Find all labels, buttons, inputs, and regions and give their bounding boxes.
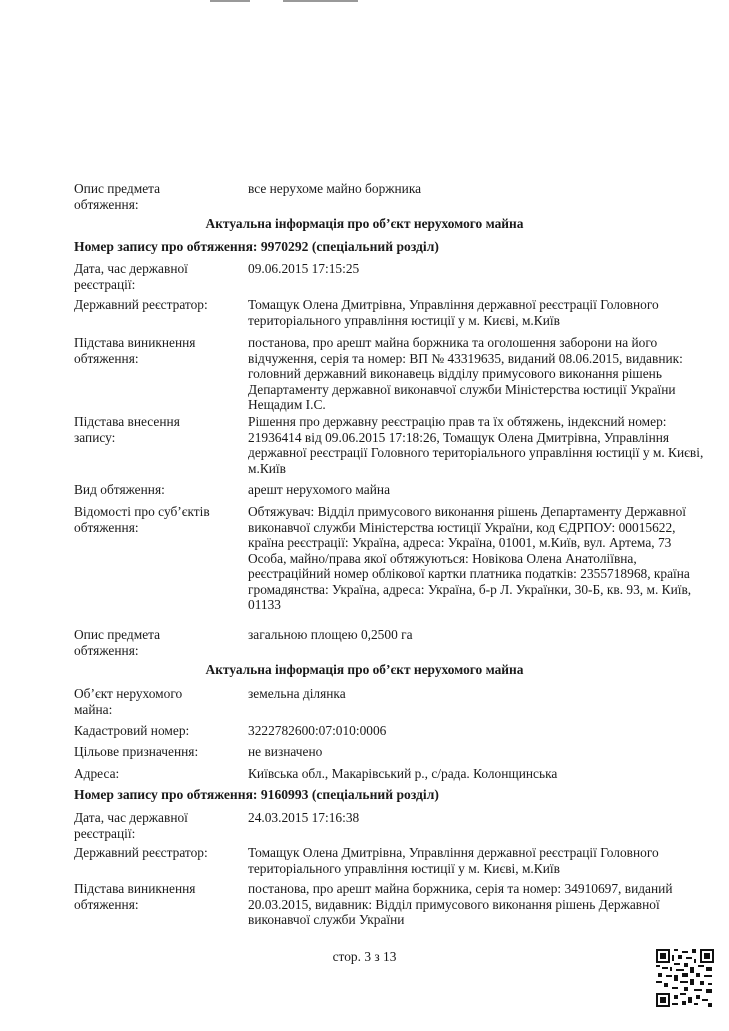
field-value: постанова, про арешт майна боржника та оголошення заборони на його відчуження, серія та номер: ВП № 43319635, виданий 08.06.2015, видавник: головний державний виконавець відділу примусового виконання рішень Департаменту державної виконавчої служби Міністерства юстиції України Нещадим І.С. [248, 335, 683, 412]
field-label: Цільове призначення: [74, 744, 199, 759]
field-label: Державний реєстратор: [74, 297, 208, 312]
encumbrancer-info: Обтяжувач: Відділ примусового виконання рішень Департаменту Державної виконавчої служби Міністерства юстиції України, код ЄДРПОУ: 00015622, країна реєстрації: Україна, адреса: Україна, 01001, м.Київ, вул. Артема, 73 [248, 504, 687, 550]
field-label: Підстава виникнення обтяження: [74, 335, 196, 366]
encumbered-person-info: Особа, майно/права якої обтяжуються: Новікова Олена Анатоліївна, реєстраційний номер облікової картки платника податків: 2355718968, країна громадянства: Україна, адреса: Україна, б-р Л. Українки, 30-Б, кв. 93, м. Київ, 01133 [248, 550, 692, 612]
field-value: 24.03.2015 17:16:38 [248, 810, 360, 825]
page-number: стор. 3 з 13 [332, 949, 397, 964]
field-label: Кадастровий номер: [74, 723, 190, 738]
field-value: все нерухоме майно боржника [248, 181, 422, 196]
scan-artifact [210, 0, 250, 2]
field-label: Адреса: [74, 766, 120, 781]
section-header: Актуальна інформація про об’єкт нерухомого майна [205, 662, 524, 677]
scan-artifact [283, 0, 358, 2]
field-label: Відомості про суб’єктів обтяження: [74, 504, 210, 535]
field-label: Підстава внесення запису: [74, 414, 180, 445]
field-value: загальною площею 0,2500 га [248, 627, 413, 642]
qr-code [656, 949, 714, 1007]
field-label: Опис предмета обтяження: [74, 181, 161, 212]
field-label: Дата, час державної реєстрації: [74, 810, 188, 841]
field-label: Вид обтяження: [74, 482, 165, 497]
field-value: не визначено [248, 744, 323, 759]
field-value: Томащук Олена Дмитрівна, Управління державної реєстрації Головного територіального управління юстиції у м. Києві, м.Київ [248, 845, 659, 876]
field-label: Підстава виникнення обтяження: [74, 881, 196, 912]
field-value: земельна ділянка [248, 686, 346, 701]
record-title: Номер запису про обтяження: 9160993 (спеціальний розділ) [74, 787, 439, 802]
section-header: Актуальна інформація про об’єкт нерухомого майна [205, 216, 524, 231]
field-value: Рішення про державну реєстрацію прав та їх обтяжень, індексний номер: 21936414 від 09.06.2015 17:18:26, Томащук Олена Дмитрівна, Управління державної реєстрації Головного територіального управління юстиції у м. Києві, м.Київ [248, 414, 704, 476]
field-label: Об’єкт нерухомого майна: [74, 686, 183, 717]
field-label: Опис предмета обтяження: [74, 627, 161, 658]
field-value: 3222782600:07:010:0006 [248, 723, 387, 738]
field-label: Державний реєстратор: [74, 845, 208, 860]
field-value: Томащук Олена Дмитрівна, Управління державної реєстрації Головного територіального управління юстиції у м. Києві, м.Київ [248, 297, 659, 328]
field-value: арешт нерухомого майна [248, 482, 391, 497]
field-label: Дата, час державної реєстрації: [74, 261, 188, 292]
record-title: Номер запису про обтяження: 9970292 (спеціальний розділ) [74, 239, 439, 254]
field-value [248, 504, 708, 613]
field-value: Київська обл., Макарівський р., с/рада. Колонщинська [248, 766, 558, 781]
field-value: 09.06.2015 17:15:25 [248, 261, 360, 276]
field-value: постанова, про арешт майна боржника, серія та номер: 34910697, виданий 20.03.2015, видавник: Відділ примусового виконання рішень Державної виконавчої служби України [248, 881, 673, 927]
